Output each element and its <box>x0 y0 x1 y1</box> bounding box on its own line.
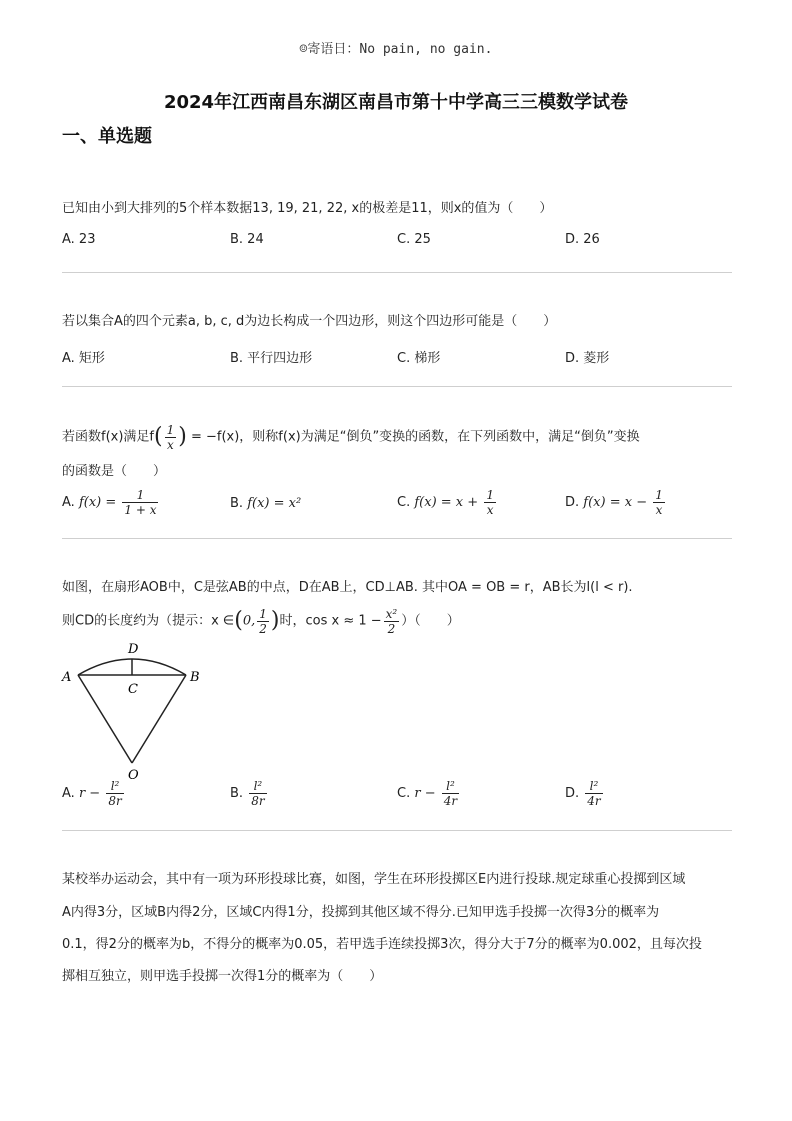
q4-option-c-letter: C. <box>397 786 411 801</box>
q5-line-2: A内得3分，区域B内得2分，区域C内得1分，投掷到其他区域不得分.已知甲选手投掷一次得3分的概率为 <box>62 905 660 920</box>
q3-option-c-frac <box>484 488 496 517</box>
label-d: D <box>128 642 139 657</box>
q4-option-b[interactable] <box>230 779 269 808</box>
q3-option-d-expr: f(x) = x − <box>583 495 648 510</box>
q4-line2-pre: 则CD的长度约为（提示：x ∈ <box>62 613 235 629</box>
frac-num: 1 <box>655 488 663 502</box>
q4-stem-line1: 如图，在扇形AOB中，C是弦AB的中点，D在AB上，CD⊥AB. 其中OA = OB = r，AB长为l(l < r). <box>62 580 633 595</box>
section-heading: 一、单选题 <box>62 126 152 147</box>
sector-figure <box>58 637 218 785</box>
q2-option-c[interactable]: C. 梯形 <box>397 351 441 366</box>
frac-den: x <box>484 502 496 517</box>
frac-den: 4r <box>587 794 601 808</box>
q3-option-b-letter: B. <box>230 496 244 511</box>
q4-option-c-expr: r − <box>414 786 436 801</box>
q4-option-a[interactable] <box>62 779 126 808</box>
frac-num: l² <box>110 779 120 793</box>
q3-stem-post: = −f(x)，则称f(x)为满足“倒负”变换的函数，在下列函数中，满足“倒负”变换 <box>190 429 640 445</box>
q4-option-b-frac <box>249 779 266 808</box>
q3-option-a[interactable] <box>62 488 160 517</box>
frac-den: 8r <box>108 794 122 808</box>
q3-option-c-letter: C. <box>397 495 411 510</box>
q3-option-a-letter: A. <box>62 495 75 510</box>
label-a: A <box>62 670 72 685</box>
q3-stem-line2: 的函数是（ ） <box>62 464 167 479</box>
q1-option-a[interactable]: A. 23 <box>62 232 96 247</box>
radius-ob <box>132 675 186 763</box>
frac-den: 8r <box>251 794 265 808</box>
q1-option-c[interactable]: C. 25 <box>397 232 431 247</box>
q3-option-d-frac <box>653 488 665 517</box>
frac-den: 4r <box>443 794 458 808</box>
label-c: C <box>128 682 138 697</box>
q4-option-d[interactable] <box>565 779 605 808</box>
frac-num: l² <box>446 779 455 793</box>
q3-option-d[interactable] <box>565 488 667 517</box>
q2-stem: 若以集合A的四个元素a, b, c, d为边长构成一个四边形，则这个四边形可能是（ ） <box>62 314 557 329</box>
q4-option-a-frac <box>106 779 123 808</box>
motto: ☺寄语日：No pain, no gain. <box>299 42 493 57</box>
q4-option-b-letter: B. <box>230 786 244 801</box>
q4-line2-post: ）（ ） <box>401 613 460 629</box>
divider <box>62 272 732 273</box>
frac-num: 1 <box>259 606 267 621</box>
page-title: 2024年江西南昌东湖区南昌市第十中学高三三模数学试卷 <box>163 92 629 113</box>
frac-num: l² <box>589 779 599 793</box>
divider <box>62 830 732 831</box>
q3-option-d-letter: D. <box>565 495 580 510</box>
q4-option-c[interactable] <box>397 779 461 808</box>
q4-option-d-letter: D. <box>565 786 580 801</box>
q2-option-b[interactable]: B. 平行四边形 <box>230 351 313 366</box>
q1-option-b[interactable]: B. 24 <box>230 232 264 247</box>
frac-den: 1 + x <box>124 503 157 517</box>
frac-den: 2 <box>259 621 267 636</box>
q2-option-a[interactable]: A. 矩形 <box>62 351 105 366</box>
frac-den: x <box>653 502 665 517</box>
q3-option-c[interactable] <box>397 488 498 517</box>
q2-option-d[interactable]: D. 菱形 <box>565 351 610 366</box>
q4-hint-frac <box>257 607 269 636</box>
q4-line2-mid: 时，cos x ≈ 1 − <box>279 613 382 629</box>
label-b: B <box>190 670 200 685</box>
q3-option-b[interactable] <box>230 496 301 511</box>
frac-num: x² <box>385 606 398 621</box>
frac-num: 1 <box>136 488 145 502</box>
radius-oa <box>78 675 132 763</box>
q3-option-a-frac <box>122 488 158 517</box>
divider <box>62 386 732 387</box>
q3-option-c-expr: f(x) = x + <box>414 495 479 510</box>
q3-stem-pre: 若函数f(x)满足f <box>62 429 154 445</box>
q4-stem-line2: 则CD的长度约为（提示：x ∈(0, $\frac{1}{2}$ )时，cos x ≈ 1 − $\frac{\text{x²}}{2}$ ）（ ） <box>62 606 460 636</box>
q3-fraction <box>165 423 177 452</box>
frac-num: 1 <box>486 488 494 502</box>
frac-num: l² <box>253 779 263 793</box>
q4-option-c-frac <box>442 779 459 808</box>
q5-line-1: 某校举办运动会，其中有一项为环形投球比赛，如图，学生在环形投掷区E内进行投球.规定球重心投掷到区域 <box>62 872 686 887</box>
q4-option-a-expr: r − <box>78 786 101 801</box>
q1-option-d[interactable]: D. 26 <box>565 232 600 247</box>
q4-hint2-frac <box>384 607 400 636</box>
q3-frac-den: x <box>165 437 177 452</box>
q3-frac-num: 1 <box>166 422 175 437</box>
frac-den: 2 <box>384 621 400 636</box>
q3-option-b-expr: f(x) = x² <box>247 496 302 511</box>
q4-option-d-frac <box>585 779 602 808</box>
q1-stem: 已知由小到大排列的5个样本数据13, 19, 21, 22, x的极差是11，则x的值为（ ） <box>62 201 553 216</box>
q5-line-3: 0.1，得2分的概率为b，不得分的概率为0.05，若甲选手连续投掷3次，得分大于7分的概率为0.002，且每次投 <box>62 937 702 952</box>
q4-option-a-letter: A. <box>62 786 75 801</box>
label-o: O <box>128 768 139 783</box>
q3-option-a-expr: f(x) = <box>78 495 117 510</box>
q5-line-4: 掷相互独立，则甲选手投掷一次得1分的概率为（ ） <box>62 969 383 984</box>
q3-stem: 若函数f(x)满足f( $\frac{1}{x}$ ) = −f(x)，则称f(x)为满足“倒负”变换的函数，在下列函数中，满足“倒负”变换 <box>62 422 640 452</box>
divider <box>62 538 732 539</box>
